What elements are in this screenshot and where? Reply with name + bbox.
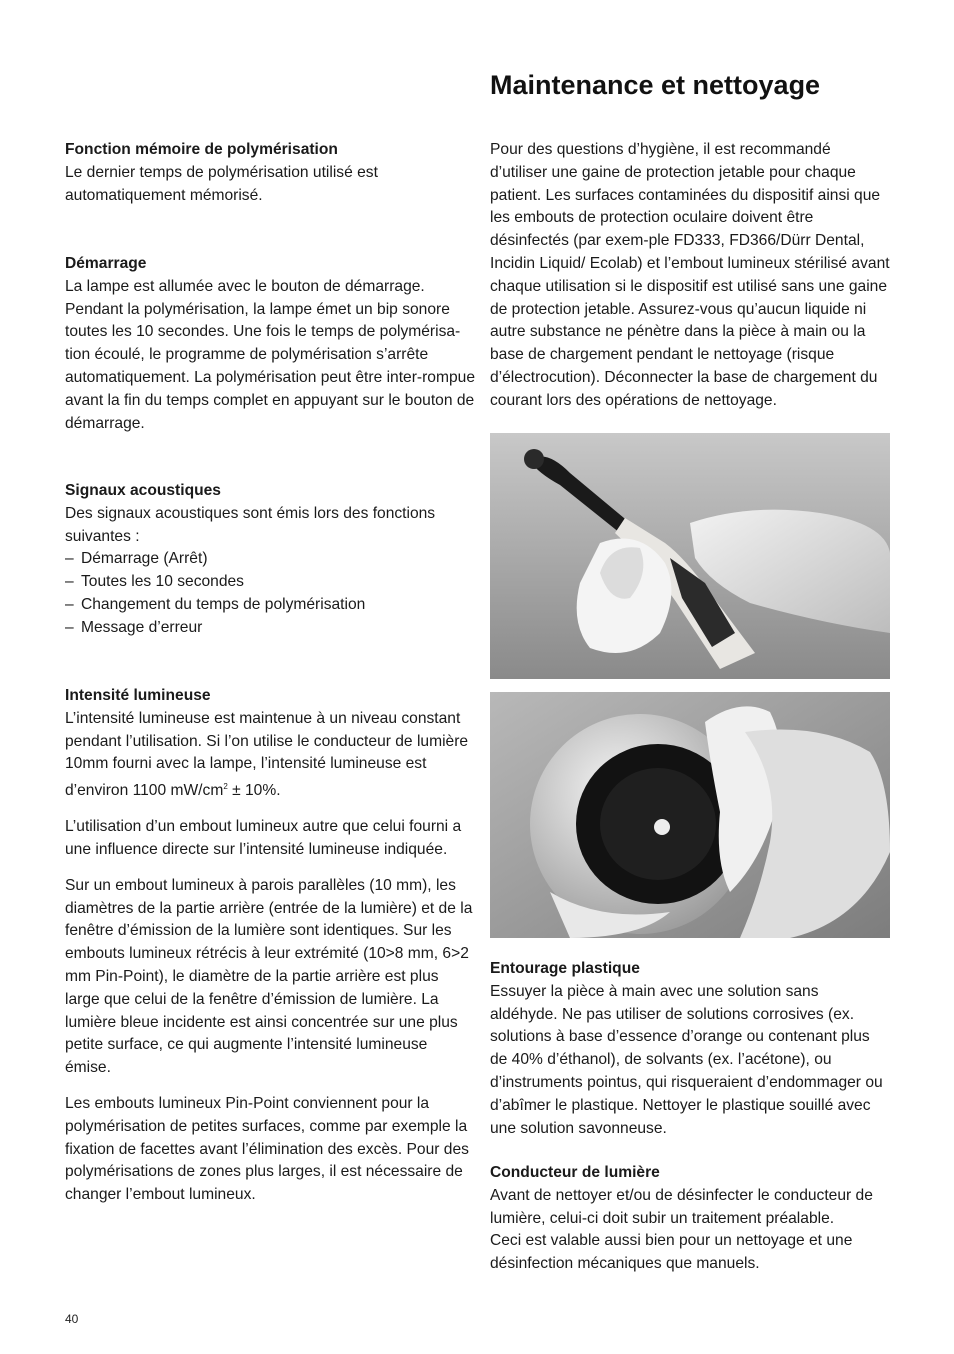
- section-text: Avant de nettoyer et/ou de désinfecter le conducteur de lumière, celui-ci doit subir un traitement préalable.: [490, 1186, 873, 1227]
- section-memoire: [65, 139, 475, 207]
- section-heading: Entourage plastique: [490, 960, 640, 977]
- list-item: – Message d’erreur: [65, 617, 475, 640]
- section-signaux: [65, 480, 475, 640]
- section-intensite: [65, 685, 475, 1207]
- section-text: Le dernier temps de polymérisation utilisé est automatiquement mémorisé.: [65, 163, 378, 204]
- section-heading: Démarrage: [65, 255, 147, 272]
- list-item: – Changement du temps de polymérisation: [65, 594, 475, 617]
- section-text: Les embouts lumineux Pin-Point conviennent pour la polymérisation de petites surfaces, comme par exemple la fixation de facettes avant l’élimination des excès. Pour des polymérisations de zones plus larges, il est nécessaire de changer l’embout lumineux.: [65, 1094, 469, 1204]
- section-text: L’utilisation d’un embout lumineux autre que celui fourni a une influence directe sur l’intensité lumineuse indiquée.: [65, 818, 462, 858]
- photo-handpiece-cleaning: [490, 433, 890, 679]
- handpiece-illustration: [490, 433, 890, 679]
- page-title: Maintenance et nettoyage: [490, 70, 821, 100]
- intensity-text-end: ± 10%.: [227, 782, 281, 800]
- page-number: 40: [65, 1312, 79, 1326]
- section-entourage: [490, 958, 890, 1140]
- list-item: – Démarrage (Arrêt): [65, 548, 475, 571]
- section-text: Sur un embout lumineux à parois parallèles (10 mm), les diamètres de la partie arrière (entrée de la lumière) et de la fenêtre d’émission de la lumière sont identiques. Sur les embouts lumineux rétrécis à leur extrémité (10>8 mm, 6>2 mm Pin-Point), le diamètre de la partie arrière est plus large que celui de la fenêtre d’émission de lumière. La lumière bleue incidente est ainsi concentrée sur une plus petite surface, ce qui augmente l’intensité lumineuse émise.: [65, 876, 473, 1077]
- section-text: La lampe est allumée avec le bouton de démarrage. Pendant la polymérisation, la lampe émet un bip sonore toutes les 10 secondes. Une fois le temps de polymérisa-tion écoulé, le programme de polymérisation s’arrête automatiquement. La polymérisation peut être inter-rompue avant la fin du temps complet en appuyant sur le bouton de démarrage.: [65, 277, 475, 432]
- section-heading: Conducteur de lumière: [490, 1164, 660, 1181]
- intro-text: Pour des questions d’hygiène, il est recommandé d’utiliser une gaine de protection jetable pour chaque patient. Les surfaces contaminées du dispositif ainsi que les embouts de protection oculaire doivent être désinfectés (par exem-ple FD333, FD366/Dürr Dental, Incidin Liquid/ Ecolab) et l’embout lumineux stérilisé avant chaque utilisation si le dispositif est utilisé sans une gaine de protection jetable. Assurez-vous qu’aucun liquide ni autre substance ne pénètre dans la pièce à main ou la base de chargement pendant le nettoyage (risque d’électrocution). Déconnecter la base de chargement du courant lors des opérations de nettoyage.: [490, 141, 890, 409]
- signal-list: [65, 548, 475, 639]
- section-heading: Fonction mémoire de polymérisation: [65, 141, 338, 158]
- section-text: Essuyer la pièce à main avec une solution sans aldéhyde. Ne pas utiliser de solutions corrosives (ex. solutions à base d’essence d’orange ou contenant plus de 40% d’éthanol), de solvants (ex. l’acétone), ou d’instruments pointus, qui risqueraient d’endommager ou d’abîmer le plastique. Nettoyer le plastique souillé avec une solution savonneuse.: [490, 982, 883, 1137]
- photo-charging-base-cleaning: [490, 692, 890, 938]
- section-demarrage: [65, 253, 475, 435]
- list-item: – Toutes les 10 secondes: [65, 571, 475, 594]
- section-heading: Intensité lumineuse: [65, 687, 211, 704]
- intensity-text: L’intensité lumineuse est maintenue à un niveau constant pendant l’utilisation. Si l’on utilise le conducteur de lumière 10mm fourni avec la lampe, l’intensité lumineuse est d’environ 1100 mW/cm: [65, 709, 469, 800]
- charging-base-illustration: [490, 692, 890, 938]
- section-text: Ceci est valable aussi bien pour un nettoyage et une désinfection mécaniques que manuels.: [490, 1232, 853, 1273]
- section-conducteur: [490, 1162, 890, 1276]
- section-text: [65, 708, 475, 803]
- section-text: Des signaux acoustiques sont émis lors des fonctions suivantes :: [65, 504, 436, 545]
- section-heading: Signaux acoustiques: [65, 482, 221, 499]
- superscript: 2: [223, 782, 228, 792]
- section-intro: [490, 139, 890, 413]
